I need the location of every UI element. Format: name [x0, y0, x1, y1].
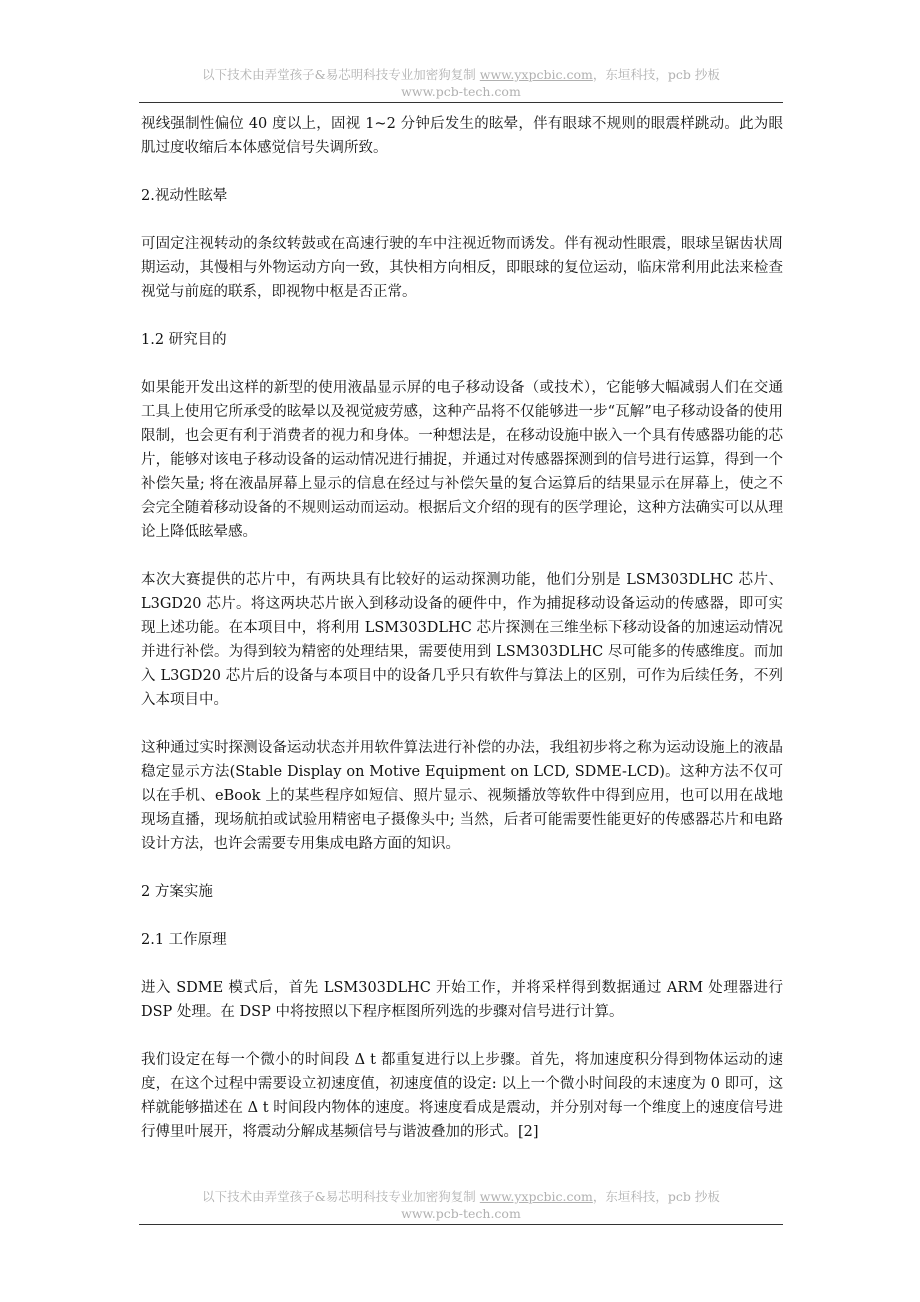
footer-link[interactable]: www.yxpcbic.com [479, 1189, 593, 1204]
paragraph-2: 可固定注视转动的条纹转鼓或在高速行驶的车中注视近物而诱发。伴有视动性眼震，眼球呈锯齿状周期运动，其慢相与外物运动方向一致，其快相方向相反，即眼球的复位运动，临床常利用此法来检查视觉与前庭的联系，即视物中枢是否正常。 [141, 236, 783, 300]
header-divider [139, 102, 783, 103]
paragraph-1: 视线强制性偏位 40 度以上，固视 1~2 分钟后发生的眩晕，伴有眼球不规则的眼震样跳动。此为眼肌过度收缩后本体感觉信号失调所致。 [141, 116, 783, 156]
paragraph-7: 我们设定在每一个微小的时间段 Δ t 都重复进行以上步骤。首先，将加速度积分得到物体运动的速度，在这个过程中需要设立初速度值，初速度值的设定: 以上一个微小时间段的末速度为 0 即可，这样就能够描述在 Δ t 时间段内物体的速度。将速度看成是震动，并分别对每一个维度上的速度信号进行傅里叶展开，将震动分解成基频信号与谐波叠加的形式。[2] [141, 1052, 783, 1140]
heading-working-principle: 2.1 工作原理 [141, 932, 227, 948]
footer-line-1 [139, 1188, 783, 1205]
paragraph-4: 本次大赛提供的芯片中，有两块具有比较好的运动探测功能，他们分别是 LSM303DLHC 芯片、L3GD20 芯片。将这两块芯片嵌入到移动设备的硬件中，作为捕捉移动设备运动的传感器，即可实现上述功能。在本项目中，将利用 LSM303DLHC 芯片探测在三维坐标下移动设备的加速运动情况并进行补偿。为得到较为精密的处理结果，需要使用到 LSM303DLHC 尽可能多的传感维度。而加入 L3GD20 芯片后的设备与本项目中的设备几乎只有软件与算法上的区别，可作为后续任务，不列入本项目中。 [141, 572, 783, 708]
heading-implementation: 2 方案实施 [141, 884, 213, 900]
header-prefix: 以下技术由弄堂孩子&易芯明科技专业加密狗复制 [202, 67, 480, 82]
header-suffix: ，东垣科技，pcb 抄板 [592, 67, 720, 82]
page-header [139, 66, 783, 100]
footer-suffix: ，东垣科技，pcb 抄板 [592, 1189, 720, 1204]
paragraph-5: 这种通过实时探测设备运动状态并用软件算法进行补偿的办法，我组初步将之称为运动设施上的液晶稳定显示方法(Stable Display on Motive Equipment on LCD, SDME-LCD)。这种方法不仅可以在手机、eBook 上的某些程序如短信、照片显示、视频播放等软件中得到应用，也可以用在战地现场直播，现场航拍或试验用精密电子摄像头中; 当然，后者可能需要性能更好的传感器芯片和电路设计方法，也许会需要专用集成电路方面的知识。 [141, 740, 783, 852]
header-link[interactable]: www.yxpcbic.com [479, 67, 593, 82]
header-line-2: www.pcb-tech.com [401, 84, 521, 99]
header-line-1 [139, 66, 783, 83]
footer-line-2: www.pcb-tech.com [401, 1206, 521, 1221]
footer-prefix: 以下技术由弄堂孩子&易芯明科技专业加密狗复制 [202, 1189, 480, 1204]
heading-research-purpose: 1.2 研究目的 [141, 332, 227, 348]
heading-optokinetic-vertigo: 2.视动性眩晕 [141, 188, 228, 204]
document-body [141, 112, 783, 1168]
footer-divider [139, 1224, 783, 1225]
paragraph-6: 进入 SDME 模式后，首先 LSM303DLHC 开始工作，并将采样得到数据通过 ARM 处理器进行 DSP 处理。在 DSP 中将按照以下程序框图所列选的步骤对信号进行计算。 [141, 980, 783, 1020]
page-footer [139, 1188, 783, 1222]
paragraph-3: 如果能开发出这样的新型的使用液晶显示屏的电子移动设备（或技术），它能够大幅减弱人们在交通工具上使用它所承受的眩晕以及视觉疲劳感，这种产品将不仅能够进一步“瓦解”电子移动设备的使用限制，也会更有利于消费者的视力和身体。一种想法是，在移动设施中嵌入一个具有传感器功能的芯片，能够对该电子移动设备的运动情况进行捕捉，并通过对传感器探测到的信号进行运算，得到一个补偿矢量; 将在液晶屏幕上显示的信息在经过与补偿矢量的复合运算后的结果显示在屏幕上，使之不会完全随着移动设备的不规则运动而运动。根据后文介绍的现有的医学理论，这种方法确实可以从理论上降低眩晕感。 [141, 380, 783, 540]
